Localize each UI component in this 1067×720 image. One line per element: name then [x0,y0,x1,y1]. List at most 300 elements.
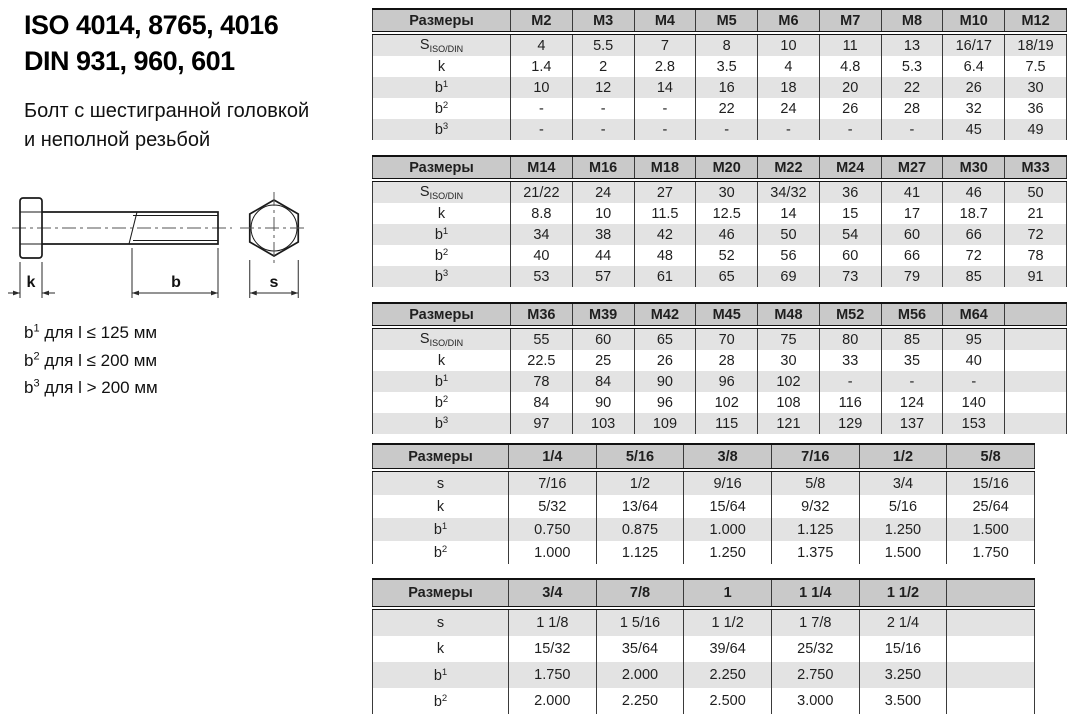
value-cell: 85 [881,327,943,350]
value-cell: 55 [511,327,573,350]
value-cell: 1.250 [859,518,947,541]
value-cell: 41 [881,180,943,203]
row-label: $b^3$ [373,266,511,287]
empty-cell [947,608,1035,636]
size-column-header: M22 [758,156,820,180]
row-label: k [373,203,511,224]
size-column-header: M56 [881,303,943,327]
footnotes [24,319,158,402]
value-cell: 14 [634,77,696,98]
size-column-header: M4 [634,9,696,33]
row-label: s [373,470,509,495]
value-cell: 96 [696,371,758,392]
size-column-header: M12 [1005,9,1067,33]
value-cell: - [758,119,820,140]
table-row [373,470,1035,495]
value-cell: 0.875 [596,518,684,541]
value-cell: 1.500 [859,541,947,564]
value-cell: 56 [758,245,820,266]
value-cell: 28 [881,98,943,119]
size-column-header: 7/16 [771,444,859,470]
table-row [373,224,1067,245]
value-cell: 2 [572,56,634,77]
value-cell: 1 1/8 [509,608,597,636]
value-cell: 109 [634,413,696,434]
value-cell: 153 [943,413,1005,434]
value-cell: 17 [881,203,943,224]
value-cell: 36 [819,180,881,203]
empty-cell [1005,371,1067,392]
value-cell: 9/16 [684,470,772,495]
header-row [373,444,1035,470]
dimension-table-1 [372,8,1067,140]
value-cell: 50 [1005,180,1067,203]
value-cell: 25 [572,350,634,371]
row-label: $S_{ISO/DIN}$ [373,327,511,350]
value-cell: 2.000 [596,662,684,688]
size-column-header: 1 [684,579,772,608]
row-label: $S_{ISO/DIN}$ [373,180,511,203]
table-row [373,33,1067,56]
dimension-label-b: b [171,274,181,291]
value-cell: 3.250 [859,662,947,688]
value-cell: 78 [1005,245,1067,266]
value-cell: 25/64 [947,495,1035,518]
footnote-b3: $b^3$ для l > 200 мм [24,377,158,398]
size-column-header: M16 [572,156,634,180]
value-cell: 8.8 [511,203,573,224]
value-cell: 35/64 [596,636,684,662]
value-cell: 45 [943,119,1005,140]
row-label: $b^2$ [373,688,509,714]
value-cell: 7 [634,33,696,56]
empty-cell [1005,327,1067,350]
value-cell: 129 [819,413,881,434]
size-column-header: M52 [819,303,881,327]
dimension-table-3 [372,302,1067,434]
value-cell: 5/8 [771,470,859,495]
subtitle-line-2: и неполной резьбой [24,129,211,151]
table-row [373,662,1035,688]
header-row [373,579,1035,608]
value-cell: 3/4 [859,470,947,495]
size-column-header: M3 [572,9,634,33]
value-cell: 1.000 [684,518,772,541]
value-cell: 15/64 [684,495,772,518]
value-cell: 11.5 [634,203,696,224]
value-cell: 2 1/4 [859,608,947,636]
value-cell: 95 [943,327,1005,350]
value-cell: 14 [758,203,820,224]
value-cell: 1.375 [771,541,859,564]
value-cell: 40 [943,350,1005,371]
size-column-header: M8 [881,9,943,33]
table-row [373,495,1035,518]
value-cell: 10 [572,203,634,224]
value-cell: 60 [819,245,881,266]
value-cell: 72 [943,245,1005,266]
value-cell: 5.3 [881,56,943,77]
row-label: k [373,636,509,662]
value-cell: 1.250 [684,541,772,564]
value-cell: - [572,119,634,140]
title-iso-standards: ISO 4014, 8765, 4016 [24,10,279,40]
value-cell: 61 [634,266,696,287]
page-subtitle [24,97,309,155]
value-cell: 90 [572,392,634,413]
value-cell: 5/32 [509,495,597,518]
sizes-header-cell: Размеры [373,444,509,470]
value-cell: - [819,119,881,140]
value-cell: - [634,119,696,140]
row-label: $b^1$ [373,371,511,392]
header-row [373,9,1067,33]
size-column-header: M64 [943,303,1005,327]
value-cell: 13/64 [596,495,684,518]
value-cell: 78 [511,371,573,392]
size-column-header: 5/16 [596,444,684,470]
footnote-b1: $b^1$ для l ≤ 125 мм [24,322,158,342]
row-label: k [373,56,511,77]
table-row [373,608,1035,636]
size-column-header: M7 [819,9,881,33]
value-cell: 65 [696,266,758,287]
value-cell: 72 [1005,224,1067,245]
size-column-header: 1/2 [859,444,947,470]
table-row [373,203,1067,224]
table-row [373,119,1067,140]
table-row [373,266,1067,287]
table-row [373,636,1035,662]
value-cell: 2.750 [771,662,859,688]
value-cell: 28 [696,350,758,371]
value-cell: 26 [943,77,1005,98]
empty-cell [1005,413,1067,434]
value-cell: 39/64 [684,636,772,662]
size-column-header: M36 [511,303,573,327]
value-cell: 1.750 [947,541,1035,564]
value-cell: 12 [572,77,634,98]
dimension-label-s: s [269,274,279,291]
subtitle-line-1: Болт с шестигранной головкой [24,100,310,122]
size-column-header: 1 1/4 [771,579,859,608]
empty-cell [947,688,1035,714]
value-cell: 84 [511,392,573,413]
value-cell: 73 [819,266,881,287]
row-label: $b^2$ [373,541,509,564]
value-cell: 18.7 [943,203,1005,224]
table-row [373,371,1067,392]
value-cell: - [511,98,573,119]
empty-cell [1005,392,1067,413]
row-label: k [373,350,511,371]
empty-cell [947,636,1035,662]
size-column-header: 3/4 [509,579,597,608]
size-column-header: M24 [819,156,881,180]
size-column-header: M2 [511,9,573,33]
value-cell: - [634,98,696,119]
value-cell: 4.8 [819,56,881,77]
table-row [373,541,1035,564]
value-cell: 1 5/16 [596,608,684,636]
size-column-header: M42 [634,303,696,327]
value-cell: 1.750 [509,662,597,688]
dimension-table-4 [372,443,1035,564]
row-label: $b^1$ [373,224,511,245]
value-cell: 9/32 [771,495,859,518]
size-column-header: M10 [943,9,1005,33]
size-column-header: M48 [758,303,820,327]
value-cell: 35 [881,350,943,371]
value-cell: 24 [758,98,820,119]
value-cell: - [819,371,881,392]
value-cell: 16/17 [943,33,1005,56]
value-cell: 1.125 [771,518,859,541]
value-cell: 2.000 [509,688,597,714]
value-cell: 2.8 [634,56,696,77]
value-cell: 15 [819,203,881,224]
value-cell: 137 [881,413,943,434]
value-cell: 33 [819,350,881,371]
bolt-technical-drawing [8,186,364,320]
value-cell: 3.500 [859,688,947,714]
value-cell: 40 [511,245,573,266]
value-cell: 4 [758,56,820,77]
value-cell: 21/22 [511,180,573,203]
table-row [373,518,1035,541]
size-column-header: M30 [943,156,1005,180]
row-label: k [373,495,509,518]
value-cell: 96 [634,392,696,413]
value-cell: 15/16 [947,470,1035,495]
value-cell: 38 [572,224,634,245]
empty-cell [947,662,1035,688]
value-cell: 27 [634,180,696,203]
header-row [373,156,1067,180]
value-cell: 30 [696,180,758,203]
value-cell: 1 7/8 [771,608,859,636]
value-cell: 3.5 [696,56,758,77]
size-column-header: M5 [696,9,758,33]
value-cell: 42 [634,224,696,245]
row-label: $b^3$ [373,413,511,434]
value-cell: 60 [572,327,634,350]
value-cell: 26 [819,98,881,119]
value-cell: 18 [758,77,820,98]
value-cell: 65 [634,327,696,350]
value-cell: - [572,98,634,119]
value-cell: 6.4 [943,56,1005,77]
table-row [373,180,1067,203]
value-cell: 36 [1005,98,1067,119]
value-cell: 66 [943,224,1005,245]
value-cell: 5/16 [859,495,947,518]
value-cell: 16 [696,77,758,98]
row-label: s [373,608,509,636]
value-cell: 70 [696,327,758,350]
value-cell: 52 [696,245,758,266]
table-row [373,56,1067,77]
empty-header-cell [947,579,1035,608]
value-cell: 15/32 [509,636,597,662]
value-cell: 20 [819,77,881,98]
value-cell: 3.000 [771,688,859,714]
value-cell: 57 [572,266,634,287]
value-cell: 121 [758,413,820,434]
value-cell: 5.5 [572,33,634,56]
table-row [373,77,1067,98]
value-cell: 69 [758,266,820,287]
table-row [373,413,1067,434]
value-cell: 34/32 [758,180,820,203]
value-cell: 1.125 [596,541,684,564]
value-cell: 48 [634,245,696,266]
dimension-table-2 [372,155,1067,287]
row-label: $b^1$ [373,77,511,98]
title-din-standards: DIN 931, 960, 601 [24,45,235,76]
sizes-header-cell: Размеры [373,579,509,608]
value-cell: 25/32 [771,636,859,662]
table-row [373,392,1067,413]
table-row [373,350,1067,371]
size-column-header: M45 [696,303,758,327]
value-cell: 15/16 [859,636,947,662]
value-cell: 26 [634,350,696,371]
value-cell: 116 [819,392,881,413]
value-cell: 84 [572,371,634,392]
size-column-header: 1/4 [509,444,597,470]
value-cell: 1.000 [509,541,597,564]
value-cell: 24 [572,180,634,203]
value-cell: - [696,119,758,140]
row-label: $b^1$ [373,662,509,688]
row-label: $b^2$ [373,245,511,266]
table-row [373,98,1067,119]
value-cell: 49 [1005,119,1067,140]
row-label: $b^2$ [373,98,511,119]
value-cell: - [881,371,943,392]
value-cell: 1/2 [596,470,684,495]
row-label: $b^3$ [373,119,511,140]
value-cell: 13 [881,33,943,56]
bolt-end-view [240,192,308,264]
value-cell: 10 [511,77,573,98]
value-cell: 1.4 [511,56,573,77]
footnote-b2: $b^2$ для l ≤ 200 мм [24,349,158,370]
sizes-header-cell: Размеры [373,156,511,180]
value-cell: 10 [758,33,820,56]
dimension-table-5 [372,578,1035,714]
value-cell: 66 [881,245,943,266]
sizes-header-cell: Размеры [373,9,511,33]
size-column-header: M39 [572,303,634,327]
header-row [373,303,1067,327]
value-cell: 102 [696,392,758,413]
value-cell: 53 [511,266,573,287]
value-cell: 103 [572,413,634,434]
size-column-header: M20 [696,156,758,180]
row-label: $b^2$ [373,392,511,413]
value-cell: 46 [696,224,758,245]
value-cell: 7.5 [1005,56,1067,77]
value-cell: 2.500 [684,688,772,714]
value-cell: 102 [758,371,820,392]
value-cell: 85 [943,266,1005,287]
value-cell: 46 [943,180,1005,203]
empty-header-cell [1005,303,1067,327]
value-cell: - [943,371,1005,392]
value-cell: 22.5 [511,350,573,371]
table-row [373,245,1067,266]
value-cell: 18/19 [1005,33,1067,56]
value-cell: 91 [1005,266,1067,287]
value-cell: 12.5 [696,203,758,224]
value-cell: 22 [696,98,758,119]
dimension-b [132,248,218,298]
value-cell: 97 [511,413,573,434]
value-cell: 90 [634,371,696,392]
size-column-header: M33 [1005,156,1067,180]
table-row [373,688,1035,714]
value-cell: 2.250 [684,662,772,688]
value-cell: 1 1/2 [684,608,772,636]
value-cell: 79 [881,266,943,287]
row-label: $S_{ISO/DIN}$ [373,33,511,56]
value-cell: 108 [758,392,820,413]
value-cell: 80 [819,327,881,350]
value-cell: 54 [819,224,881,245]
size-column-header: 3/8 [684,444,772,470]
size-column-header: M18 [634,156,696,180]
value-cell: 115 [696,413,758,434]
dimension-k [8,262,55,298]
sizes-header-cell: Размеры [373,303,511,327]
size-column-header: M27 [881,156,943,180]
empty-cell [1005,350,1067,371]
value-cell: 22 [881,77,943,98]
value-cell: 0.750 [509,518,597,541]
value-cell: 8 [696,33,758,56]
size-column-header: M14 [511,156,573,180]
value-cell: 4 [511,33,573,56]
value-cell: 30 [1005,77,1067,98]
table-row [373,327,1067,350]
page-title [24,8,278,80]
dimension-s [250,260,299,298]
value-cell: 50 [758,224,820,245]
value-cell: - [511,119,573,140]
value-cell: 2.250 [596,688,684,714]
value-cell: 32 [943,98,1005,119]
size-column-header: 5/8 [947,444,1035,470]
value-cell: - [881,119,943,140]
value-cell: 124 [881,392,943,413]
size-column-header: M6 [758,9,820,33]
value-cell: 44 [572,245,634,266]
size-column-header: 1 1/2 [859,579,947,608]
value-cell: 7/16 [509,470,597,495]
row-label: $b^1$ [373,518,509,541]
value-cell: 21 [1005,203,1067,224]
value-cell: 30 [758,350,820,371]
value-cell: 140 [943,392,1005,413]
value-cell: 34 [511,224,573,245]
value-cell: 75 [758,327,820,350]
dimension-label-k: k [26,274,36,291]
bolt-side-view [12,198,232,258]
size-column-header: 7/8 [596,579,684,608]
value-cell: 1.500 [947,518,1035,541]
